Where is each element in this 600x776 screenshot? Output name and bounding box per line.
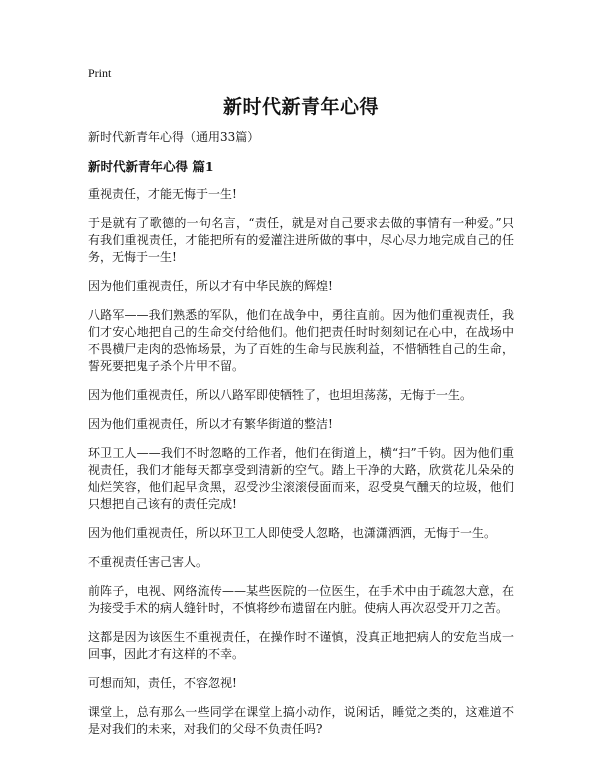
paragraph: 因为他们重视责任，所以才有繁华街道的整洁!: [88, 417, 333, 431]
paragraph: 环卫工人——我们不时忽略的工作者，他们在街道上，横“扫”千钧。因为他们重视责任，我们才能每天都享受到清新的空气。踏上干净的大路，欣赏花儿朵朵的灿烂笑容，他们起早贪黑，忍受沙尘滚滚侵面而来，忍受臭气醺天的垃圾，他们只想把自己该有的责任完成!: [88, 446, 514, 511]
section-heading: 新时代新青年心得 篇1: [88, 159, 214, 174]
paragraph: 课堂上，总有那么一些同学在课堂上搞小动作，说闲话，睡觉之类的，这难道不是对我们的未来，对我们的父母不负责任吗?: [88, 705, 514, 736]
paragraph: 前阵子，电视、网络流传——某些医院的一位医生，在手术中由于疏忽大意，在为接受手术的病人缝针时，不慎将纱布遗留在内脏。使病人再次忍受开刀之苦。: [88, 584, 514, 615]
paragraph: 八路军——我们熟悉的军队，他们在战争中，勇往直前。因为他们重视责任，我们才安心地把自己的生命交付给他们。他们把责任时时刻刻记在心中，在战场中不畏横尸走肉的恐怖场景，为了百姓的生命与民族利益，不惜牺牲自己的生命，誓死要把鬼子杀个片甲不留。: [88, 308, 514, 373]
paragraph: 因为他们重视责任，所以环卫工人即使受人忽略，也潇潇洒洒，无悔于一生。: [88, 526, 497, 540]
paragraph: 重视责任，才能无悔于一生!: [88, 187, 237, 201]
paragraph: 因为他们重视责任，所以八路军即使牺牲了，也坦坦荡荡，无悔于一生。: [88, 388, 473, 402]
print-link[interactable]: Print: [88, 66, 112, 80]
paragraph: 于是就有了歌德的一句名言，“责任，就是对自己要求去做的事情有一种爱。”只有我们重视责任，才能把所有的爱灌注进所做的事中，尽心尽力地完成自己的任务，无悔于一生!: [88, 216, 514, 264]
document-subtitle: 新时代新青年心得（通用33篇）: [88, 130, 260, 144]
paragraph: 这都是因为该医生不重视责任，在操作时不谨慎，没真正地把病人的安危当成一回事，因此才有这样的不幸。: [88, 630, 514, 661]
document-title: 新时代新青年心得: [222, 96, 379, 118]
paragraph: 可想而知，责任，不容忽视!: [88, 676, 237, 690]
paragraph: 因为他们重视责任，所以才有中华民族的辉煌!: [88, 279, 333, 293]
paragraph: 不重视责任害己害人。: [88, 555, 209, 569]
